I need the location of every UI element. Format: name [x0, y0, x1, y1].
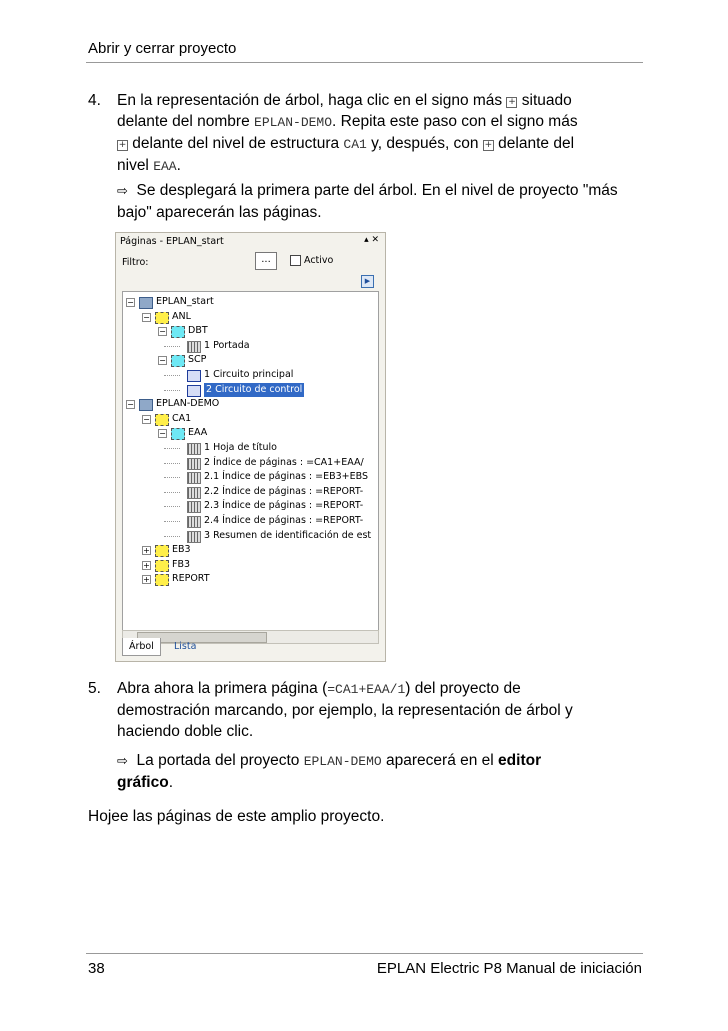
page-icon — [187, 516, 201, 528]
tree-node-label: SCP — [188, 354, 207, 366]
tree-node-label: EAA — [188, 427, 208, 439]
tree-connector — [164, 477, 180, 478]
tree-node[interactable] — [123, 339, 378, 353]
tree-connector — [164, 448, 180, 449]
tree-connector — [164, 390, 180, 391]
tree-node[interactable] — [123, 441, 378, 455]
header-rule — [86, 62, 643, 63]
tree-node[interactable] — [123, 324, 378, 338]
step-5-text: Abra ahora la primera página (=CA1+EAA/1) del proyecto de demostración marcando, por ejemplo, la representación de árbol y haciendo doble clic. — [117, 680, 573, 740]
collapse-icon[interactable]: − — [143, 312, 150, 322]
expand-icon[interactable]: + — [143, 560, 150, 570]
structure-icon — [155, 574, 169, 586]
schematic-icon — [187, 370, 201, 382]
tree-node-label: 2 Índice de páginas : =CA1+EAA/ — [204, 456, 364, 468]
tree-node[interactable] — [123, 397, 378, 411]
page-header: Abrir y cerrar proyecto — [88, 40, 237, 57]
tree-connector — [164, 521, 180, 522]
code-ca1: CA1 — [343, 137, 367, 152]
tree-node-label: EPLAN-DEMO — [156, 398, 220, 410]
tree-node-label: 1 Portada — [204, 339, 250, 351]
tree-node-label: 3 Resumen de identificación de est — [204, 529, 372, 541]
tree-node[interactable] — [123, 514, 378, 528]
collapse-icon[interactable]: − — [143, 414, 150, 424]
tree-node[interactable] — [123, 353, 378, 367]
code-eaa: EAA — [153, 159, 177, 174]
project-icon — [139, 297, 153, 309]
tree-node[interactable] — [123, 383, 378, 397]
result-arrow-icon: ⇨ — [117, 754, 128, 769]
tab-list[interactable]: Lista — [174, 641, 197, 652]
result-arrow-icon: ⇨ — [117, 184, 128, 199]
panel-window-icons[interactable]: ▴ ✕ — [364, 235, 379, 245]
active-checkbox[interactable] — [290, 255, 301, 266]
plus-icon: + — [508, 97, 516, 107]
plus-icon: + — [484, 140, 493, 150]
tree-connector — [164, 506, 180, 507]
step-4-text: En la representación de árbol, haga clic en el signo más + situado delante del nombre EPLAN-DEMO. Repita este paso con el signo más + delante del nivel de estructura CA1 y, después, con + delante del nivel EAA. — [117, 92, 578, 174]
tree-node-label: EB3 — [172, 544, 191, 556]
code-eplan-demo: EPLAN-DEMO — [303, 754, 382, 769]
collapse-icon[interactable]: − — [127, 298, 134, 307]
active-label: Activo — [304, 255, 334, 266]
tree-node[interactable] — [123, 412, 378, 426]
tree-node-label: ANL — [172, 310, 191, 322]
tree-connector — [164, 375, 180, 376]
page-tree[interactable] — [122, 291, 379, 631]
tree-node[interactable] — [123, 310, 378, 324]
expand-icon[interactable]: + — [143, 575, 150, 585]
structure-icon — [155, 545, 169, 557]
code-eplan-demo: EPLAN-DEMO — [254, 115, 333, 130]
step-5-number: 5. — [88, 680, 101, 697]
tree-node[interactable] — [123, 470, 378, 484]
play-icon[interactable]: ▶ — [361, 275, 374, 288]
page-icon — [187, 472, 201, 484]
structure-icon — [171, 428, 185, 440]
tree-connector — [164, 536, 180, 537]
tree-node-label: 2.2 Índice de páginas : =REPORT- — [204, 485, 364, 497]
tree-connector — [164, 463, 180, 464]
tree-node[interactable] — [123, 456, 378, 470]
tree-node-label: CA1 — [172, 412, 192, 424]
collapse-icon[interactable]: − — [159, 356, 166, 366]
collapse-icon[interactable]: − — [159, 327, 166, 337]
step-4-number: 4. — [88, 92, 101, 109]
step-4-result: ⇨ Se desplegará la primera parte del árbol. En el nivel de proyecto "más bajo" aparecerán las páginas. — [117, 182, 618, 221]
tree-connector — [164, 346, 180, 347]
page-icon — [187, 501, 201, 513]
tree-node[interactable] — [123, 558, 378, 572]
filter-label: Filtro: — [122, 257, 149, 268]
tree-node[interactable] — [123, 543, 378, 557]
collapse-icon[interactable]: − — [159, 429, 166, 439]
tree-node[interactable] — [123, 499, 378, 513]
schematic-icon — [187, 385, 201, 397]
structure-icon — [171, 326, 185, 338]
footer-rule — [86, 953, 643, 954]
page-icon — [187, 487, 201, 499]
footer-title: EPLAN Electric P8 Manual de iniciación — [376, 960, 642, 977]
structure-icon — [155, 414, 169, 426]
project-icon — [139, 399, 153, 411]
structure-icon — [155, 560, 169, 572]
tree-node-label: EPLAN_start — [156, 296, 214, 307]
page-icon — [187, 443, 201, 455]
code-page-id: =CA1+EAA/1 — [327, 682, 406, 697]
tree-node-label: REPORT — [172, 573, 210, 585]
page-icon — [187, 341, 201, 353]
plus-icon: + — [118, 140, 127, 150]
tree-node[interactable] — [123, 572, 378, 586]
structure-icon — [155, 312, 169, 324]
tree-connector — [164, 492, 180, 493]
tree-node[interactable] — [123, 529, 378, 543]
page-icon — [187, 531, 201, 543]
tree-node[interactable] — [123, 295, 378, 309]
tree-node-label: 1 Hoja de título — [204, 442, 277, 453]
step-5-result: ⇨ La portada del proyecto EPLAN-DEMO aparecerá en el editor gráfico. — [117, 752, 542, 791]
tree-node[interactable] — [123, 368, 378, 382]
panel-title: Páginas - EPLAN_start — [120, 236, 224, 247]
tree-node-label: 2.1 Índice de páginas : =EB3+EBS — [204, 471, 369, 483]
tree-node-label: 1 Circuito principal — [204, 369, 294, 380]
pages-panel — [115, 232, 386, 662]
structure-icon — [171, 355, 185, 367]
tree-node-label: FB3 — [172, 558, 191, 570]
page-icon — [187, 458, 201, 470]
closing-text: Hojee las páginas de este amplio proyecto. — [88, 808, 385, 825]
collapse-icon[interactable]: − — [127, 400, 134, 410]
tree-node[interactable] — [123, 426, 378, 440]
tree-node-label: 2.3 Índice de páginas : =REPORT- — [204, 500, 364, 512]
expand-icon[interactable]: + — [143, 546, 150, 556]
tree-node[interactable] — [123, 485, 378, 499]
tab-tree[interactable]: Árbol — [122, 638, 161, 656]
page-number: 38 — [88, 960, 105, 977]
filter-browse-button[interactable]: ... — [255, 252, 277, 270]
tree-node-label: 2.4 Índice de páginas : =REPORT- — [204, 515, 364, 526]
tree-node-label: 2 Circuito de control — [206, 383, 303, 395]
tree-node-label: DBT — [188, 325, 208, 337]
